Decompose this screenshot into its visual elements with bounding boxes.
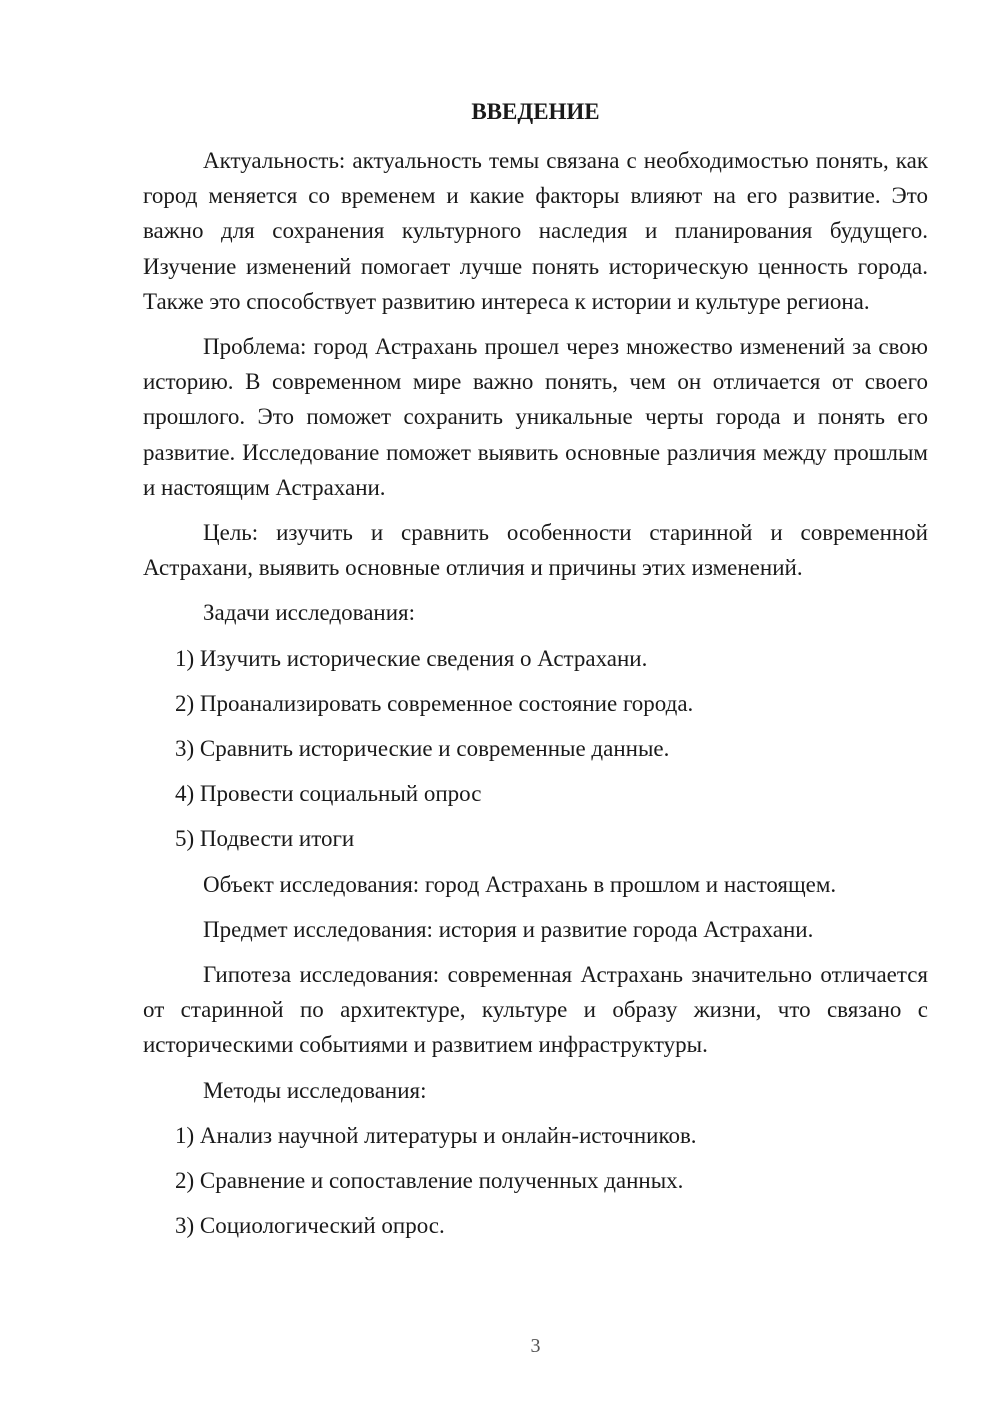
page-number: 3 — [530, 1335, 541, 1357]
list-item: 4) Провести социальный опрос — [175, 781, 482, 807]
list-item: 2) Проанализировать современное состояние города. — [175, 690, 694, 716]
page-heading: ВВЕДЕНИЕ — [471, 99, 600, 124]
list-item: 1) Изучить исторические сведения о Астрахани. — [175, 645, 648, 671]
page-content — [143, 143, 928, 1253]
tasks-heading: Задачи исследования: — [203, 600, 416, 626]
list-item: 2) Сравнение и сопоставление полученных данных. — [175, 1168, 684, 1194]
paragraph-object: Объект исследования: город Астрахань в прошлом и настоящем. — [203, 871, 837, 897]
list-item: 1) Анализ научной литературы и онлайн-источников. — [175, 1122, 697, 1148]
list-item: 3) Социологический опрос. — [175, 1213, 445, 1239]
document-page — [143, 0, 928, 1414]
paragraph-relevance: Актуальность: актуальность темы связана с необходимостью понять, как город меняется со временем и какие факторы влияют на его развитие. Это важно для сохранения культурного наследия и планирования будущего. Изучение изменений помогает лучше понять историческую ценность города. Также это способствует развитию интереса к истории и культуре региона. — [143, 148, 928, 314]
methods-list — [143, 1118, 928, 1244]
methods-heading: Методы исследования: — [203, 1077, 427, 1103]
paragraph-hypothesis: Гипотеза исследования: современная Астрахань значительно отличается от старинной по архитектуре, культуре и образу жизни, что связано с историческими событиями и развитием инфраструктуры. — [143, 962, 928, 1058]
paragraph-problem: Проблема: город Астрахань прошел через множество изменений за свою историю. В современном мире важно понять, чем он отличается от своего прошлого. Это поможет сохранить уникальные черты города и понять его развитие. Исследование поможет выявить основные различия между прошлым и настоящим Астрахани. — [143, 334, 928, 500]
paragraph-goal: Цель: изучить и сравнить особенности старинной и современной Астрахани, выявить основные отличия и причины этих изменений. — [143, 520, 928, 581]
tasks-list — [143, 641, 928, 857]
paragraph-subject: Предмет исследования: история и развитие города Астрахани. — [203, 916, 814, 942]
list-item: 5) Подвести итоги — [175, 826, 355, 852]
list-item: 3) Сравнить исторические и современные данные. — [175, 736, 670, 762]
